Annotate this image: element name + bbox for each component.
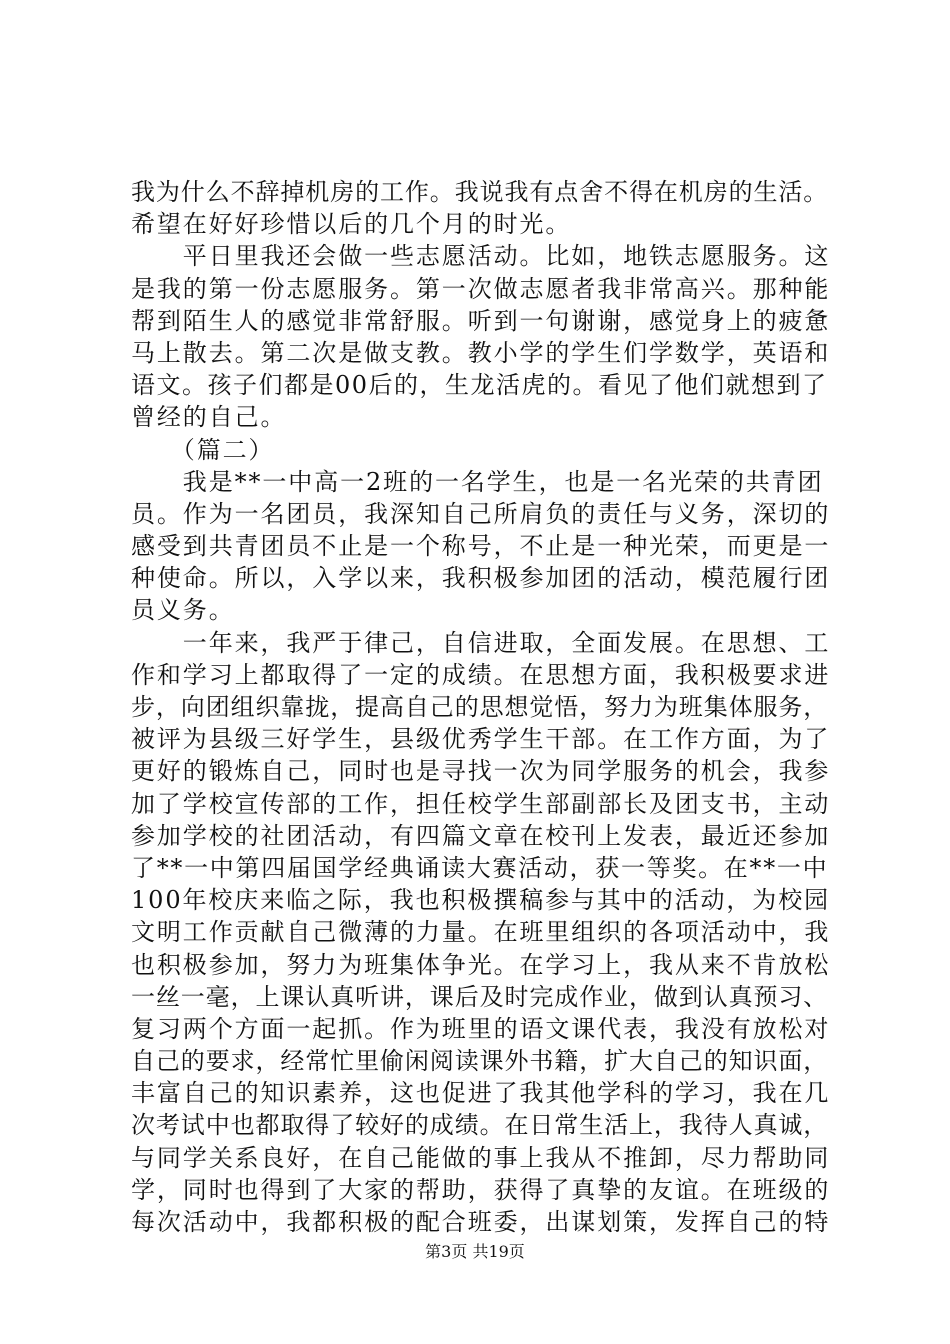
text-line: 一丝一毫，上课认真听讲，课后及时完成作业，做到认真预习、 xyxy=(131,982,829,1011)
text-line: 平日里我还会做一些志愿活动。比如，地铁志愿服务。这 xyxy=(131,242,831,271)
page-number-footer: 第3页 共19页 xyxy=(425,1242,525,1261)
text-line: 步，向团组织靠拢，提高自己的思想觉悟，努力为班集体服务， xyxy=(131,693,829,721)
text-line: 作和学习上都取得了一定的成绩。在思想方面，我积极要求进 xyxy=(131,660,831,689)
text-line: 我为什么不辞掉机房的工作。我说我有点舍不得在机房的生活。 xyxy=(131,178,829,206)
text-line: 丰富自己的知识素养，这也促进了我其他学科的学习，我在几 xyxy=(131,1079,831,1108)
text-line: 种使命。所以，入学以来，我积极参加团的活动，模范履行团 xyxy=(131,564,831,593)
text-line: 帮到陌生人的感觉非常舒服。听到一句谢谢，感觉身上的疲惫 xyxy=(131,306,831,335)
text-line: 了**一中第四届国学经典诵读大赛活动，获一等奖。在**一中 xyxy=(131,853,829,882)
text-line: （篇二） xyxy=(131,435,275,464)
text-line: 感受到共青团员不止是一个称号，不止是一种光荣，而更是一 xyxy=(131,532,831,561)
text-line: 语文。孩子们都是00后的，生龙活虎的。看见了他们就想到了 xyxy=(131,371,828,400)
text-line: 也积极参加，努力为班集体争光。在学习上，我从来不肯放松 xyxy=(131,950,831,979)
text-line: 加了学校宣传部的工作，担任校学生部副部长及团支书，主动 xyxy=(131,789,831,818)
text-line: 更好的锻炼自己，同时也是寻找一次为同学服务的机会，我参 xyxy=(131,757,831,786)
text-line: 参加学校的社团活动，有四篇文章在校刊上发表，最近还参加 xyxy=(131,821,831,850)
text-line: 希望在好好珍惜以后的几个月的时光。 xyxy=(131,210,572,239)
text-line: 每次活动中，我都积极的配合班委，出谋划策，发挥自己的特 xyxy=(131,1208,831,1236)
text-line: 100年校庆来临之际，我也积极撰稿参与其中的活动，为校园 xyxy=(131,886,831,915)
text-line: 我是**一中高一2班的一名学生，也是一名光荣的共青团 xyxy=(131,467,824,496)
text-line: 文明工作贡献自己微薄的力量。在班里组织的各项活动中，我 xyxy=(131,918,831,947)
text-line: 马上散去。第二次是做支教。教小学的学生们学数学，英语和 xyxy=(131,338,831,367)
text-line: 是我的第一份志愿服务。第一次做志愿者我非常高兴。那种能 xyxy=(131,274,831,303)
text-line: 员义务。 xyxy=(131,596,235,625)
text-line: 次考试中也都取得了较好的成绩。在日常生活上，我待人真诚， xyxy=(131,1111,829,1140)
text-line: 被评为县级三好学生，县级优秀学生干部。在工作方面，为了 xyxy=(131,725,831,754)
text-line: 一年来，我严于律己，自信进取，全面发展。在思想、工 xyxy=(131,628,831,657)
text-line: 与同学关系良好，在自己能做的事上我从不推卸，尽力帮助同 xyxy=(131,1143,831,1172)
text-line: 复习两个方面一起抓。作为班里的语文课代表，我没有放松对 xyxy=(131,1014,831,1043)
text-line: 学，同时也得到了大家的帮助，获得了真挚的友谊。在班级的 xyxy=(131,1175,831,1204)
text-line: 曾经的自己。 xyxy=(131,403,287,432)
text-line: 员。作为一名团员，我深知自己所肩负的责任与义务，深切的 xyxy=(131,499,831,528)
document-body xyxy=(131,176,831,1238)
text-line: 自己的要求，经常忙里偷闲阅读课外书籍，扩大自己的知识面， xyxy=(131,1047,829,1076)
